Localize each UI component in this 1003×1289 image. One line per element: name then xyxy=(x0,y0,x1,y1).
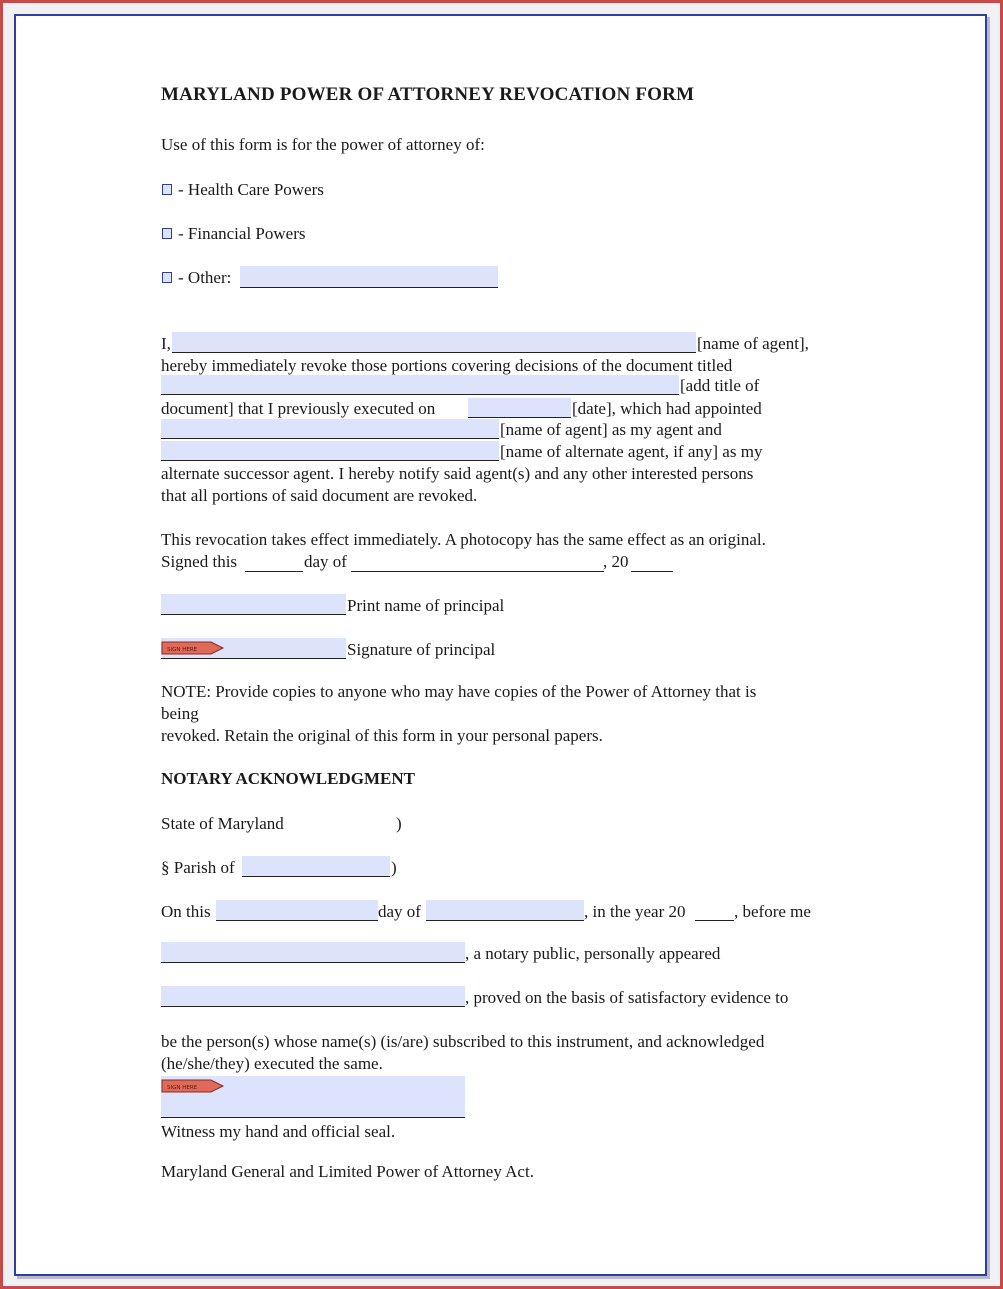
agent-name-input[interactable] xyxy=(161,419,499,439)
notify-text: alternate successor agent. I hereby notify said agent(s) and any other interested persons xyxy=(161,464,754,483)
print-name-input[interactable] xyxy=(161,594,346,615)
name-of-agent-label: [name of agent], xyxy=(697,334,809,353)
parish-label: § Parish of xyxy=(161,858,235,877)
agent-label: [name of agent] as my agent and xyxy=(500,420,722,439)
date-label: [date], which had appointed xyxy=(572,399,762,418)
notary-year-input[interactable] xyxy=(695,902,734,921)
executed-on-text: document] that I previously executed on xyxy=(161,399,436,418)
i-label: I, xyxy=(161,334,171,353)
other-checkbox[interactable] xyxy=(162,272,172,283)
act-text: Maryland General and Limited Power of Attorney Act. xyxy=(161,1162,534,1181)
alternate-agent-input[interactable] xyxy=(161,441,499,461)
add-title-label: [add title of xyxy=(680,376,760,395)
proved-label: , proved on the basis of satisfactory evidence to xyxy=(465,988,789,1007)
note-line1: NOTE: Provide copies to anyone who may have copies of the Power of Attorney that is xyxy=(161,682,757,701)
signed-day-of-label: day of xyxy=(304,552,347,571)
revoked-text: that all portions of said document are revoked. xyxy=(161,486,478,505)
date-input[interactable] xyxy=(468,398,571,418)
notary-day-input[interactable] xyxy=(216,900,378,921)
financial-checkbox[interactable] xyxy=(162,228,172,239)
on-this-label: On this xyxy=(161,902,211,921)
notary-public-label: , a notary public, personally appeared xyxy=(465,944,721,963)
state-paren: ) xyxy=(396,814,402,833)
signed-year-prefix: , 20 xyxy=(603,552,629,571)
appeared-name-input[interactable] xyxy=(161,986,465,1007)
revoke-text: hereby immediately revoke those portions covering decisions of the document titled xyxy=(161,356,733,375)
notary-sign-here-tag[interactable] xyxy=(161,1078,225,1094)
page-title: MARYLAND POWER OF ATTORNEY REVOCATION FORM xyxy=(161,84,695,105)
notary-month-input[interactable] xyxy=(426,900,584,921)
notary-heading: NOTARY ACKNOWLEDGMENT xyxy=(161,769,415,788)
signed-month-input[interactable] xyxy=(351,554,604,572)
signed-this-label: Signed this xyxy=(161,552,238,571)
person-line1: be the person(s) whose name(s) (is/are) subscribed to this instrument, and acknowledged xyxy=(161,1032,765,1051)
signed-day-input[interactable] xyxy=(245,554,303,572)
state-label: State of Maryland xyxy=(161,814,284,833)
signature-label: Signature of principal xyxy=(347,640,496,659)
signed-year-input[interactable] xyxy=(631,554,673,572)
other-label: - Other: xyxy=(178,268,232,287)
sign-here-text: SIGN HERE xyxy=(167,647,198,653)
in-year-label: , in the year 20 xyxy=(584,902,686,921)
sign-here-tag[interactable] xyxy=(161,640,225,656)
other-input[interactable] xyxy=(240,266,498,288)
print-name-label: Print name of principal xyxy=(347,596,505,615)
effect-text: This revocation takes effect immediately. A photocopy has the same effect as an original. xyxy=(161,530,766,549)
alternate-agent-label: [name of alternate agent, if any] as my xyxy=(500,442,763,461)
note-line2: being xyxy=(161,704,199,723)
health-care-label: - Health Care Powers xyxy=(178,180,324,199)
health-care-checkbox[interactable] xyxy=(162,184,172,195)
parish-paren: ) xyxy=(391,858,397,877)
notary-public-name-input[interactable] xyxy=(161,942,465,963)
intro-text: Use of this form is for the power of attorney of: xyxy=(161,135,485,154)
person-line2: (he/she/they) executed the same. xyxy=(161,1054,383,1073)
document-title-input[interactable] xyxy=(161,375,679,395)
principal-name-input[interactable] xyxy=(172,332,696,353)
witness-text: Witness my hand and official seal. xyxy=(161,1122,396,1141)
document-page xyxy=(14,14,987,1276)
notary-day-of-label: day of xyxy=(378,902,421,921)
financial-label: - Financial Powers xyxy=(178,224,306,243)
parish-input[interactable] xyxy=(242,856,390,877)
before-me-label: , before me xyxy=(734,902,811,921)
notary-sign-here-text: SIGN HERE xyxy=(167,1085,198,1091)
note-line3: revoked. Retain the original of this form in your personal papers. xyxy=(161,726,603,745)
